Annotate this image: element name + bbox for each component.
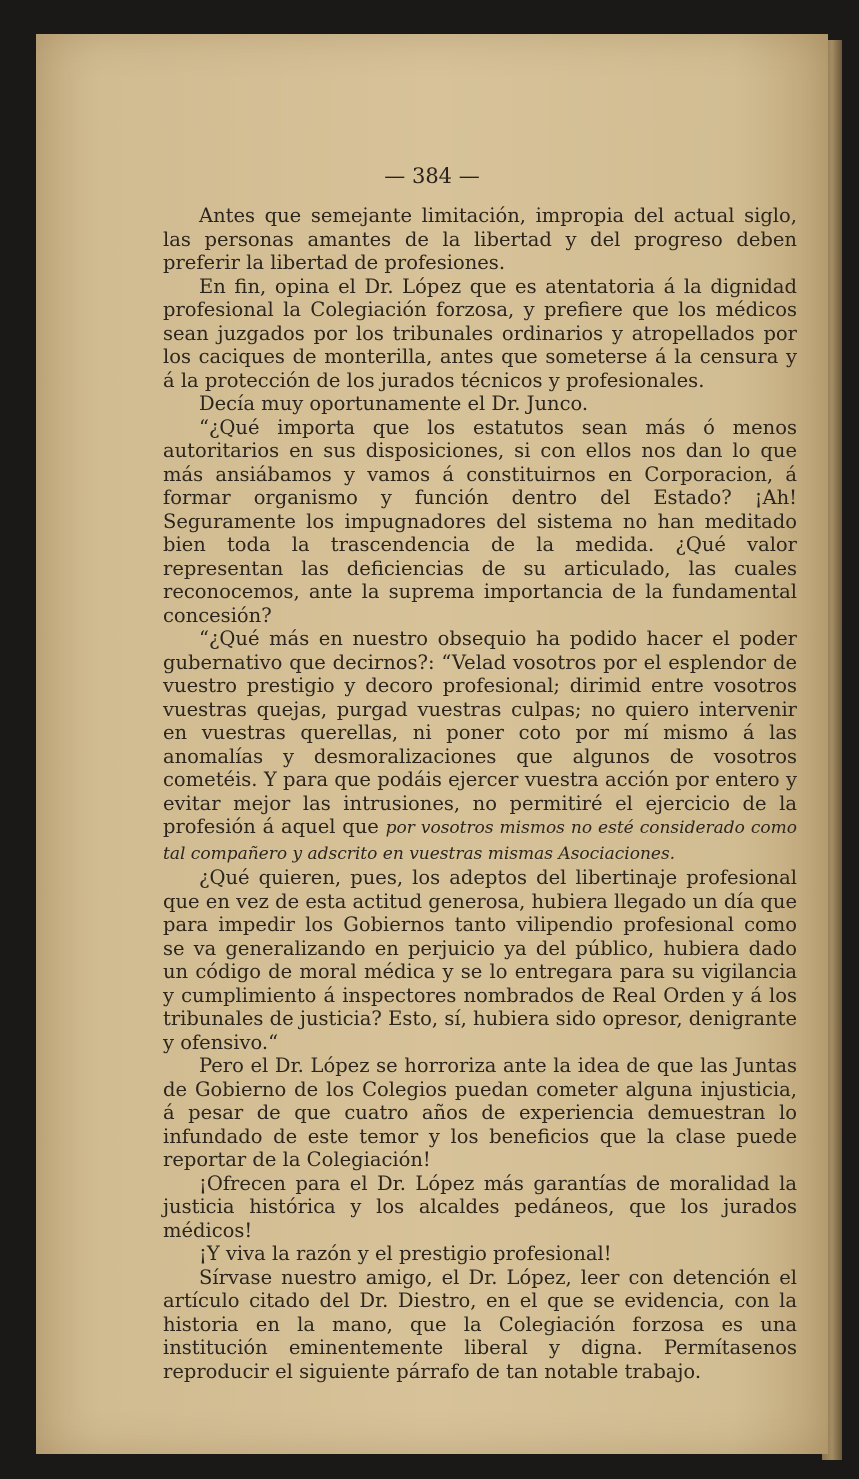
paragraph-10: Sírvase nuestro amigo, el Dr. López, leer con detención el artículo citado del Dr. Diestro, en el que se evidencia, con la historia en la mano, que la Colegiación forzosa es una institución eminentemente liberal y digna. Permítasenos reproducir el siguiente párrafo de tan notable trabajo. xyxy=(163,1265,797,1383)
paragraph-3: Decía muy oportunamente el Dr. Junco. xyxy=(199,392,589,415)
paragraph-9: ¡Y viva la razón y el prestigio profesional! xyxy=(199,1242,612,1265)
paragraph-7: Pero el Dr. López se horroriza ante la idea de que las Juntas de Gobierno de los Colegios puedan cometer alguna injusticia, á pesar de que cuatro años de experiencia demuestran lo infundado de este temor y los beneficios que la clase puede reportar de la Colegiación! xyxy=(163,1054,797,1171)
paragraph-2: En fin, opina el Dr. López que es atentatoria á la dignidad profesional la Colegiación forzosa, y prefiere que los médicos sean juzgados por los tribunales ordinarios y atropellados por los caciques de monterilla, antes que someterse á la censura y á la protección de los jurados técnicos y profesionales. xyxy=(163,274,797,392)
page-number: — 384 — xyxy=(384,164,480,188)
paragraph-5-quote xyxy=(163,627,797,866)
paragraph-5-italic-text: por vosotros mismos no esté considerado como tal compañero y adscrito en vuestras mismas Asociaciones. xyxy=(163,818,798,864)
paragraph-1: Antes que semejante limitación, impropia del actual siglo, las personas amantes de la libertad y del progreso deben preferir la libertad de profesiones. xyxy=(163,204,797,274)
paragraph-5-roman-text: “¿Qué más en nuestro obsequio ha podido hacer el poder gubernativo que decirnos?: “Velad vosotros por el esplendor de vuestro prestigio y decoro profesional; dirimid entre vosotros vuestras quejas, purgad vuestras culpas; no quiero intervenir en vuestras querellas, ni poner coto por mí mismo á las anomalías y desmoralizaciones que algunos de vosotros cometéis. Y para que podáis ejercer vuestra acción por entero y evitar mejor las intrusiones, no permitiré el ejercicio de la profesión á aquel que xyxy=(163,627,797,838)
paragraph-8: ¡Ofrecen para el Dr. López más garantías de moralidad la justicia histórica y los alcaldes pedáneos, que los jurados médicos! xyxy=(163,1171,797,1242)
paragraph-4-quote: “¿Qué importa que los estatutos sean más ó menos autoritarios en sus disposiciones, si con ellos nos dan lo que más ansiábamos y vamos á constituirnos en Corporacion, á formar organismo y función dentro del Estado? ¡Ah! Seguramente los impugnadores del sistema no han meditado bien toda la trascendencia de la medida. ¿Qué valor representan las deficiencias de su articulado, las cuales reconocemos, ante la suprema importancia de la fundamental concesión? xyxy=(163,415,797,627)
page-body xyxy=(163,204,797,1383)
book-page xyxy=(36,34,828,1454)
paragraph-6: ¿Qué quieren, pues, los adeptos del libertinaje profesional que en vez de esta actitud generosa, hubiera llegado un día que para impedir los Gobiernos tanto vilipendio profesional como se va generalizando en perjuicio ya del público, hubiera dado un código de moral médica y se lo entregara para su vigilancia y cumplimiento á inspectores nombrados de Real Orden y á los tribunales de justicia? Esto, sí, hubiera sido opresor, denigrante y ofensivo.“ xyxy=(163,866,797,1054)
